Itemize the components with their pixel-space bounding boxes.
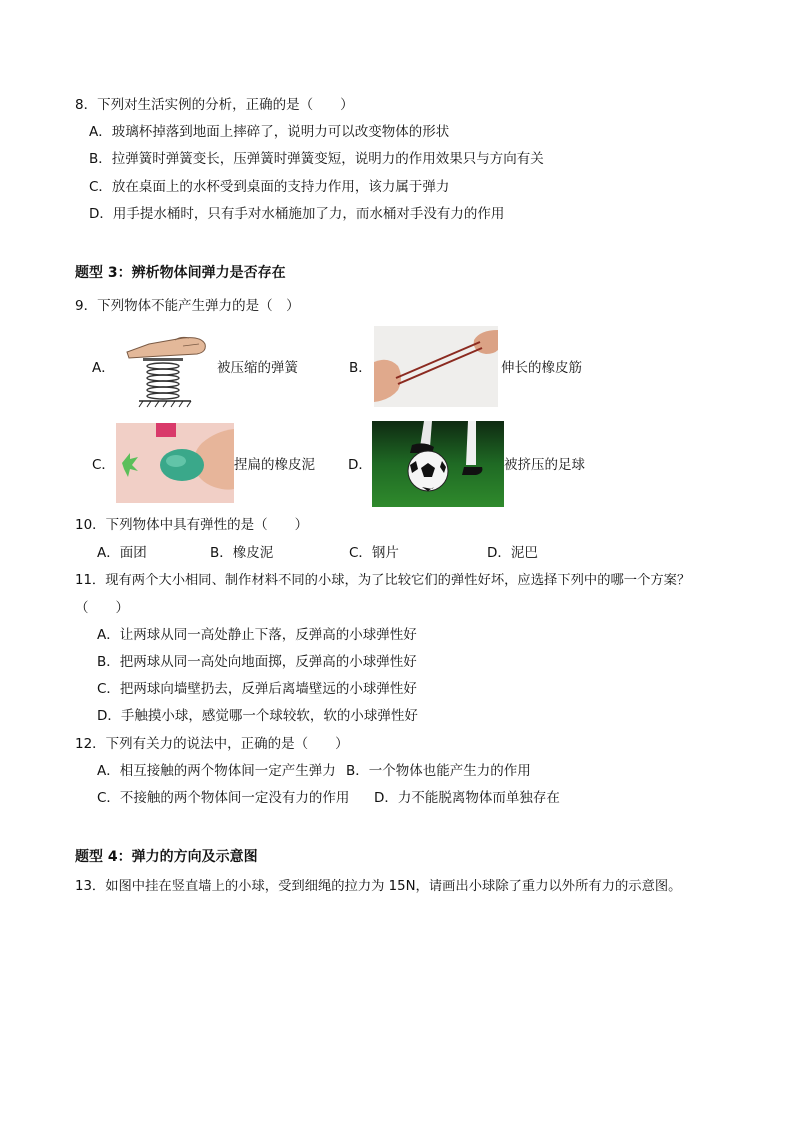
q10-stem: 10．下列物体中具有弹性的是（ ） bbox=[75, 517, 309, 533]
q9-option-c-letter: C． bbox=[92, 457, 115, 473]
q11-option-d: D．手触摸小球，感觉哪一个球较软，软的小球弹性好 bbox=[97, 708, 418, 724]
q13-stem: 13．如图中挂在竖直墙上的小球，受到细绳的拉力为 15N，请画出小球除了重力以外所有力的示意图。 bbox=[75, 879, 682, 894]
q8-option-b: B．拉弹簧时弹簧变长，压弹簧时弹簧变短，说明力的作用效果只与方向有关 bbox=[89, 151, 544, 167]
q11-stem-paren: （ ） bbox=[75, 600, 129, 616]
q12-stem: 12．下列有关力的说法中，正确的是（ ） bbox=[75, 736, 349, 752]
compressed-spring-image bbox=[121, 328, 209, 408]
clay-image bbox=[116, 423, 234, 503]
rubber-band-image bbox=[374, 326, 498, 407]
q11-option-c: C．把两球向墙壁扔去，反弹后离墙壁远的小球弹性好 bbox=[97, 681, 417, 697]
q9-stem: 9．下列物体不能产生弹力的是（ ） bbox=[75, 298, 300, 314]
q8-option-c: C．放在桌面上的水杯受到桌面的支持力作用，该力属于弹力 bbox=[89, 179, 450, 195]
q8-option-a: A．玻璃杯掉落到地面上摔碎了，说明力可以改变物体的形状 bbox=[89, 124, 450, 140]
q9-option-a-letter: A． bbox=[92, 360, 115, 376]
q12-option-b: B．一个物体也能产生力的作用 bbox=[346, 763, 531, 779]
q11-stem: 11．现有两个大小相同、制作材料不同的小球，为了比较它们的弹性好坏，应选择下列中的哪一个方案？ bbox=[75, 573, 691, 588]
section-4-heading: 题型 4：弹力的方向及示意图 bbox=[75, 849, 258, 865]
q9-option-b-letter: B． bbox=[349, 360, 372, 376]
q11-option-b: B．把两球从同一高处向地面掷，反弹高的小球弹性好 bbox=[97, 654, 417, 670]
q12-option-d: D．力不能脱离物体而单独存在 bbox=[374, 790, 560, 806]
q9-option-c-text: 捏扁的橡皮泥 bbox=[234, 457, 315, 473]
q10-option-c: C．钢片 bbox=[349, 545, 399, 561]
q9-option-d-text: 被挤压的足球 bbox=[504, 457, 585, 473]
q9-option-d-letter: D． bbox=[348, 457, 372, 473]
football-image bbox=[372, 421, 504, 507]
q12-option-a: A．相互接触的两个物体间一定产生弹力 bbox=[97, 763, 336, 779]
q10-option-b: B．橡皮泥 bbox=[210, 545, 274, 561]
q9-option-b-text: 伸长的橡皮筋 bbox=[501, 360, 582, 376]
q10-option-d: D．泥巴 bbox=[487, 545, 538, 561]
q11-option-a: A．让两球从同一高处静止下落，反弹高的小球弹性好 bbox=[97, 627, 417, 643]
q12-option-c: C．不接触的两个物体间一定没有力的作用 bbox=[97, 790, 350, 806]
q9-option-a-text: 被压缩的弹簧 bbox=[217, 360, 298, 376]
q10-option-a: A．面团 bbox=[97, 545, 147, 561]
section-3-heading: 题型 3：辨析物体间弹力是否存在 bbox=[75, 265, 286, 281]
q8-option-d: D．用手提水桶时，只有手对水桶施加了力，而水桶对手没有力的作用 bbox=[89, 206, 505, 222]
q8-stem: 8．下列对生活实例的分析，正确的是（ ） bbox=[75, 97, 354, 113]
